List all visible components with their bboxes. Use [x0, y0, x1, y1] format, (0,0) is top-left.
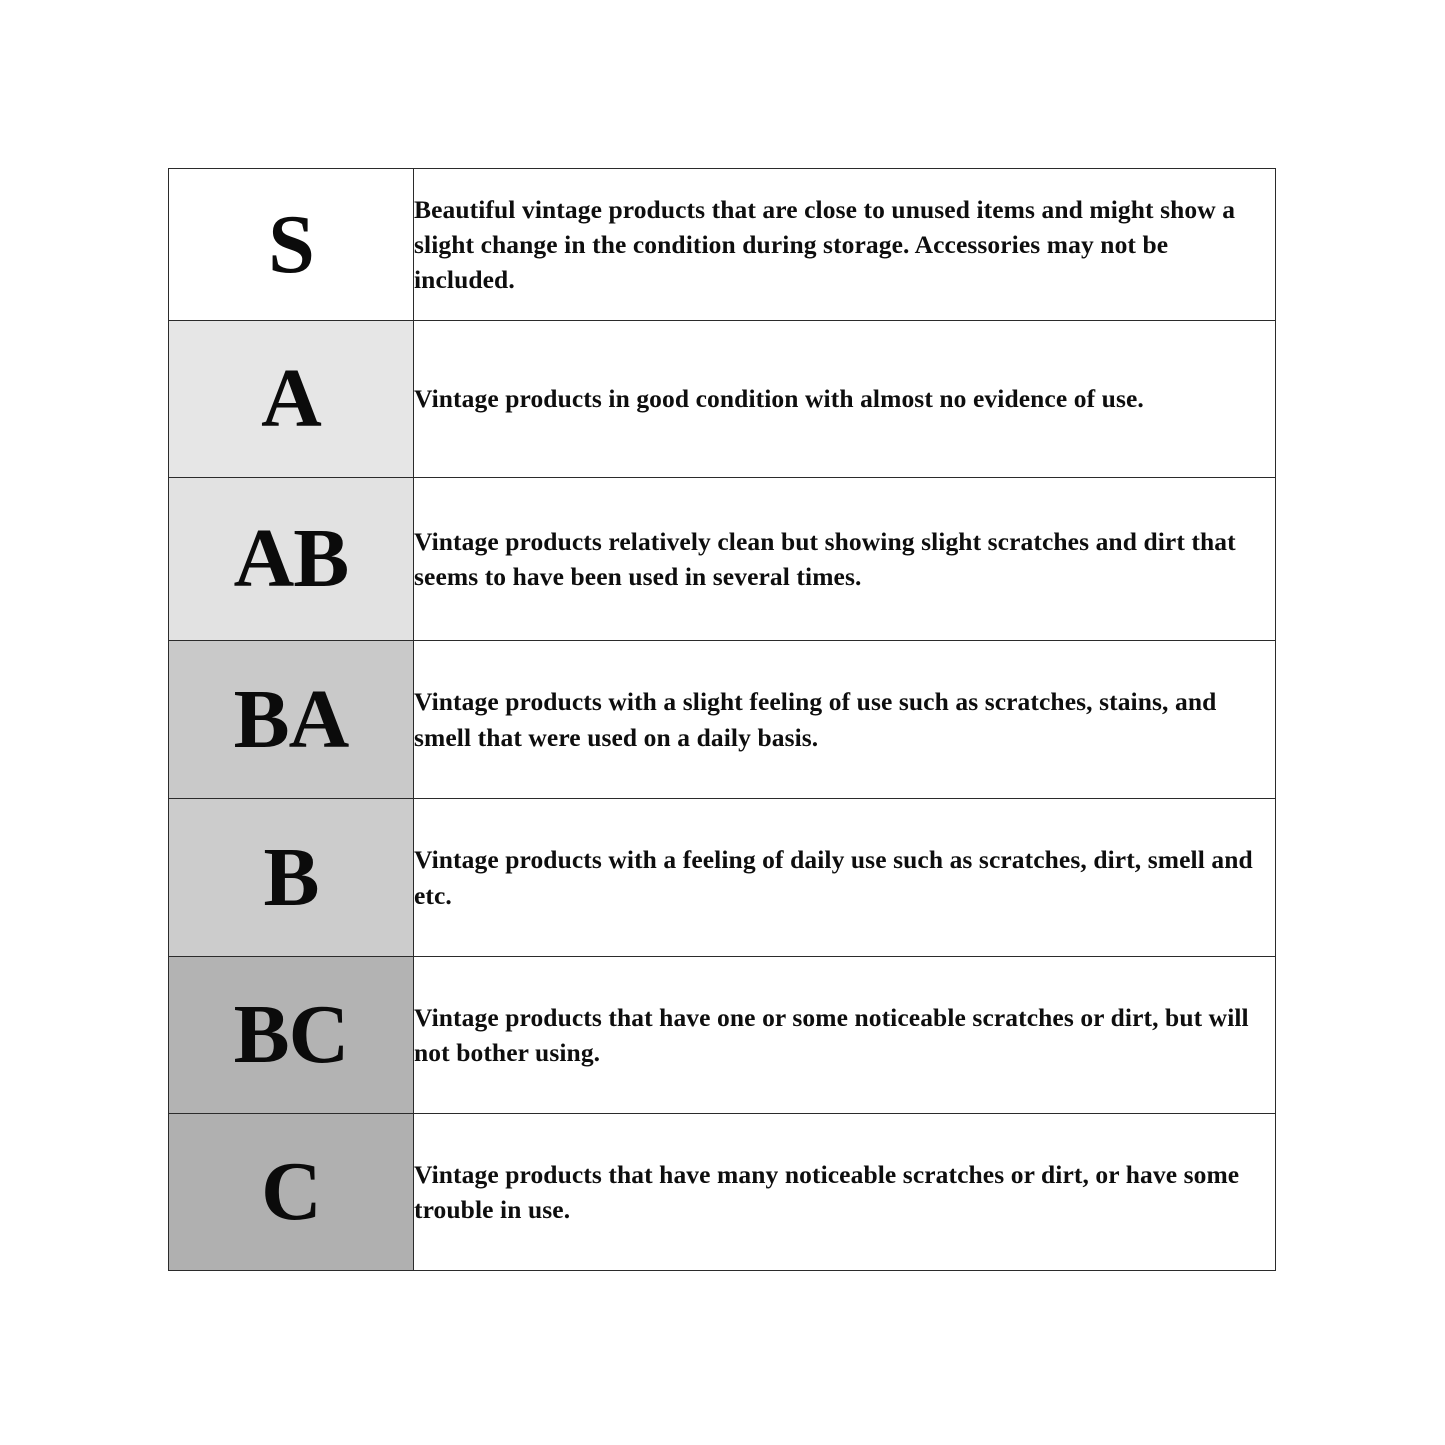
condition-grade-table — [168, 168, 1276, 1271]
grade-cell-s — [169, 169, 414, 321]
table-row — [169, 169, 1276, 321]
grade-cell-c — [169, 1114, 414, 1271]
grade-letter: BC — [233, 988, 349, 1081]
grade-table-body — [169, 169, 1276, 1271]
table-row — [169, 799, 1276, 957]
description-cell-ab — [414, 478, 1276, 641]
table-row — [169, 478, 1276, 641]
table-row — [169, 321, 1276, 478]
grade-letter: A — [261, 352, 321, 445]
description-text: Vintage products in good condition with almost no evidence of use. — [414, 384, 1144, 414]
grade-letter: BA — [233, 672, 349, 766]
grade-cell-ab — [169, 478, 414, 641]
description-cell-b — [414, 799, 1276, 957]
description-text: Vintage products relatively clean but showing slight scratches and dirt that seems to have been used in several times. — [414, 526, 1236, 591]
description-cell-a — [414, 321, 1276, 478]
grade-letter: B — [263, 830, 319, 924]
description-cell-c — [414, 1114, 1276, 1271]
table-row — [169, 957, 1276, 1114]
description-cell-ba — [414, 641, 1276, 799]
grade-cell-a — [169, 321, 414, 478]
description-text: Beautiful vintage products that are close to unused items and might show a slight change in the condition during storage. Accessories may not be included. — [414, 194, 1236, 295]
description-cell-bc — [414, 957, 1276, 1114]
grade-letter: S — [268, 197, 314, 291]
description-text: Vintage products that have many noticeable scratches or dirt, or have some trouble in use. — [414, 1159, 1240, 1224]
description-text: Vintage products with a slight feeling of use such as scratches, stains, and smell that were used on a daily basis. — [414, 687, 1217, 752]
grade-cell-bc — [169, 957, 414, 1114]
grade-cell-ba — [169, 641, 414, 799]
description-text: Vintage products that have one or some noticeable scratches or dirt, but will not bother using. — [414, 1002, 1249, 1067]
description-text: Vintage products with a feeling of daily use such as scratches, dirt, smell and etc. — [414, 845, 1253, 910]
grade-letter: AB — [233, 512, 349, 605]
description-cell-s — [414, 169, 1276, 321]
table-row — [169, 641, 1276, 799]
grade-cell-b — [169, 799, 414, 957]
table-row — [169, 1114, 1276, 1271]
grade-letter: C — [261, 1145, 321, 1238]
